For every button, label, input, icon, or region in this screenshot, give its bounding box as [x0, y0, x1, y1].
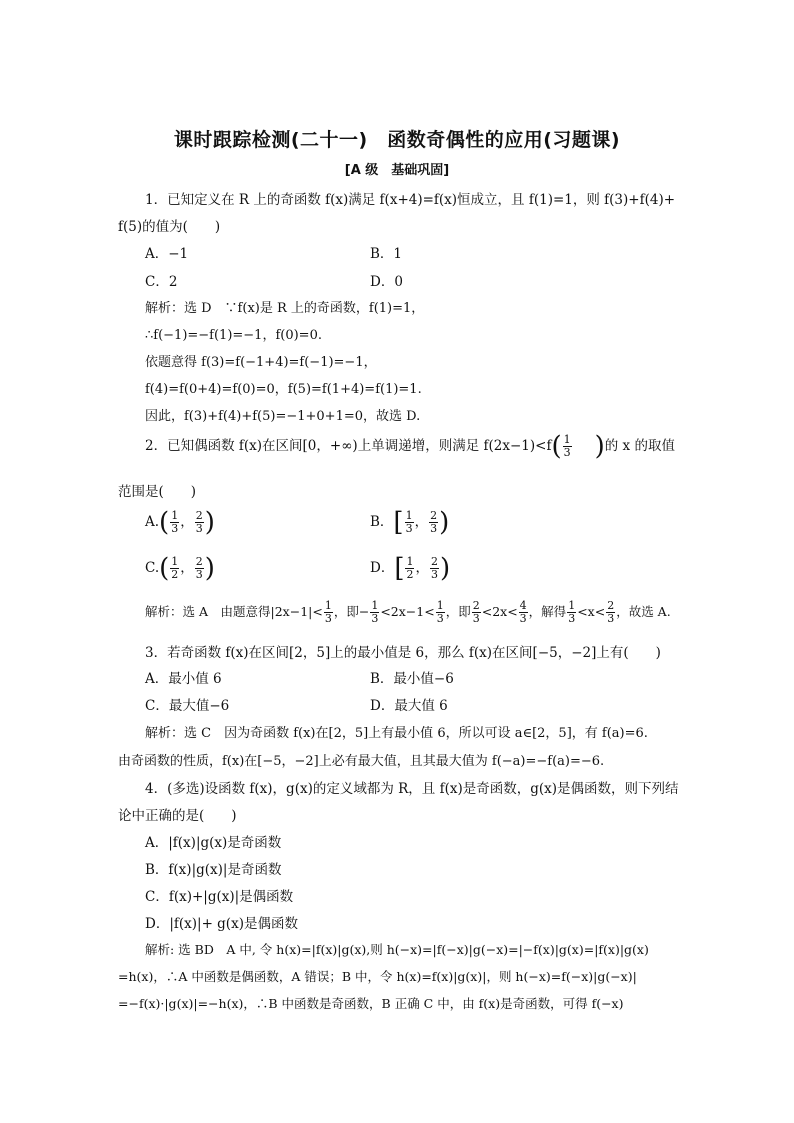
q2-stem-text: 2．已知偶函数 f(x)在区间[0，+∞)上单调递增，则满足 f(2x−1)<f — [145, 438, 552, 454]
q1-solution-line: 依题意得 f(3)=f(−1+4)=f(−1)=−1， — [145, 355, 377, 370]
q4-stem-line1: 4．(多选)设函数 f(x)，g(x)的定义域都为 R，且 f(x)是奇函数，g(x)是偶函数，则下列结 — [145, 781, 679, 797]
q1-solution-line: f(4)=f(0+4)=f(0)=0，f(5)=f(1+4)=f(1)=1. — [145, 382, 422, 397]
paren-close: ) — [594, 431, 605, 462]
q3-option-c: C．最大值−6 — [145, 698, 230, 714]
q4-stem-line2: 论中正确的是( ) — [118, 808, 237, 824]
q1-option-d: D．0 — [370, 274, 403, 290]
q1-option-a: A．−1 — [145, 246, 189, 262]
fraction: $\frac{1}{3}$ — [563, 433, 571, 459]
q4-solution-line: =h(x)，∴A 中函数是偶函数，A 错误；B 中，令 h(x)=f(x)|g(x)|，则 h(−x)=f(−x)|g(−x)| — [118, 969, 637, 984]
q2-option-b: B．[ $\frac{1}{3}$ ， $\frac{2}{3}$ ) — [370, 507, 450, 538]
q1-stem-line1: 1．已知定义在 R 上的奇函数 f(x)满足 f(x+4)=f(x)恒成立，且 f(1)=1，则 f(3)+f(4)+ — [145, 192, 676, 208]
q2-option-a: A.( $\frac{1}{3}$ ， $\frac{2}{3}$ ) — [145, 507, 215, 538]
q2-stem-line1 — [145, 431, 675, 462]
q1-solution-line: ∴f(−1)=−f(1)=−1，f(0)=0. — [145, 328, 322, 343]
q4-option-b: B．f(x)|g(x)|是奇函数 — [145, 862, 282, 878]
q1-solution-line: 因此，f(3)+f(4)+f(5)=−1+0+1=0，故选 D. — [145, 409, 421, 424]
q4-option-c: C．f(x)+|g(x)|是偶函数 — [145, 889, 294, 905]
q2-option-c: C.( $\frac{1}{2}$ ， $\frac{2}{3}$ ) — [145, 553, 215, 584]
q4-option-a: A．|f(x)|g(x)是奇函数 — [145, 835, 282, 851]
q1-option-b: B．1 — [370, 246, 403, 262]
q2-stem-line2: 范围是( ) — [118, 484, 197, 500]
page-title: 课时跟踪检测(二十一) 函数奇偶性的应用(习题课) — [173, 129, 621, 151]
q3-option-d: D．最大值 6 — [370, 698, 448, 714]
paren-open: ( — [551, 431, 562, 462]
q2-stem-text: 的 x 的取值 — [604, 438, 675, 454]
q3-solution-line: 由奇函数的性质，f(x)在[−5，−2]上必有最大值，且其最大值为 f(−a)=−f(a)=−6. — [118, 754, 605, 769]
q3-option-b: B．最小值−6 — [370, 671, 454, 687]
section-heading: [A 级 基础巩固] — [344, 163, 450, 178]
q3-option-a: A．最小值 6 — [145, 671, 222, 687]
q3-solution-line: 解析：选 C 因为奇函数 f(x)在[2，5]上有最小值 6，所以可设 a∈[2，5]，有 f(a)=6. — [145, 726, 648, 741]
q4-solution-line: 解析: 选 BD A 中, 令 h(x)=|f(x)|g(x),则 h(−x)=|f(−x)|g(−x)=|−f(x)|g(x)=|f(x)|g(x) — [145, 942, 649, 957]
q1-solution-line: 解析：选 D ∵f(x)是 R 上的奇函数，f(1)=1， — [145, 301, 425, 316]
q4-option-d: D．|f(x)|+ g(x)是偶函数 — [145, 916, 298, 932]
q2-solution-line: 解析：选 A 由题意得|2x−1|< $\frac{1}{3}$ ，即− $\frac{1}{3}$ <2x−1< $\frac{1}{3}$ ，即 $\frac{2}{3}$ <2x< $\frac{4}{3}$ ，解得 $\frac{1}{3}$ <x< $\frac{2}{3}$ ，故选 A. — [145, 599, 671, 625]
q1-option-c: C．2 — [145, 274, 178, 290]
q1-stem-line2: f(5)的值为( ) — [118, 219, 221, 235]
q2-option-d: D．[ $\frac{1}{2}$ ， $\frac{2}{3}$ ) — [370, 553, 451, 584]
q4-solution-line: =−f(x)·|g(x)|=−h(x)，∴B 中函数是奇函数，B 正确 C 中，由 f(x)是奇函数，可得 f(−x) — [118, 996, 624, 1011]
q3-stem-line1: 3．若奇函数 f(x)在区间[2，5]上的最小值是 6，那么 f(x)在区间[−5，−2]上有( ) — [145, 645, 661, 661]
